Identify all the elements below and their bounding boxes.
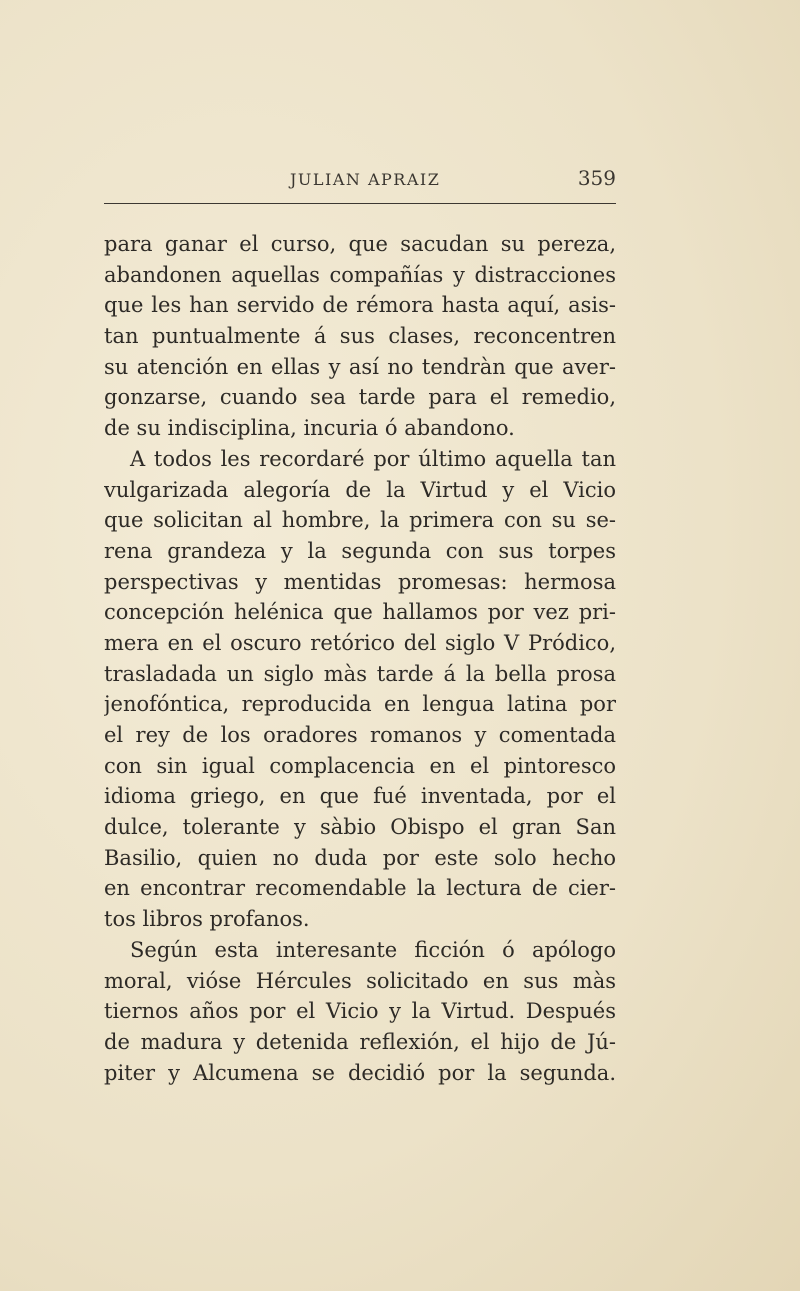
text-line: abandonen aquellas compañías y distracciones [104, 262, 616, 287]
page-number: 359 [577, 166, 616, 190]
text-line: Según esta interesante ficción ó apólogo [130, 937, 616, 962]
text-line: mera en el oscuro retórico del siglo V Pródico, [104, 630, 616, 655]
text-line: rena grandeza y la segunda con sus torpes [104, 538, 616, 563]
text-line: que solicitan al hombre, la primera con su se- [104, 508, 616, 533]
text-line: perspectivas y mentidas promesas: hermosa [104, 569, 616, 594]
text-line: moral, vióse Hércules solicitado en sus màs [104, 968, 616, 993]
text-line: tan puntualmente á sus clases, reconcentren [104, 324, 616, 349]
text-line: tos libros profanos. [104, 907, 310, 932]
page-header [104, 166, 616, 200]
text-line: que les han servido de rémora hasta aquí, asis- [104, 293, 616, 318]
text-line: Basilio, quien no duda por este solo hecho [104, 845, 616, 870]
text-line: tiernos años por el Vicio y la Virtud. Después [104, 999, 616, 1024]
text-line: con sin igual complacencia en el pintoresco [104, 753, 616, 778]
running-head: JULIAN APRAIZ [290, 170, 441, 189]
text-line: en encontrar recomendable la lectura de cier- [104, 876, 616, 901]
text-line: gonzarse, cuando sea tarde para el remedio, [104, 385, 616, 410]
text-line: concepción helénica que hallamos por vez pri- [104, 600, 616, 625]
body-text [104, 229, 616, 1088]
text-line: dulce, tolerante y sàbio Obispo el gran San [104, 815, 616, 840]
text-line: trasladada un siglo màs tarde á la bella prosa [104, 661, 616, 686]
text-line: de su indisciplina, incuria ó abandono. [104, 416, 515, 441]
text-line: su atención en ellas y así no tendràn que aver- [104, 354, 616, 379]
text-line: el rey de los oradores romanos y comentada [104, 723, 616, 747]
text-line: idioma griego, en que fué inventada, por el [104, 784, 616, 809]
text-line: piter y Alcumena se decidió por la segunda. [104, 1060, 616, 1085]
text-line: A todos les recordaré por último aquella tan [130, 446, 616, 471]
text-line: para ganar el curso, que sacudan su pereza, [104, 232, 616, 256]
text-line: de madura y detenida reflexión, el hijo de Jú- [104, 1029, 616, 1054]
header-rule [104, 203, 616, 204]
text-line: jenofóntica, reproducida en lengua latina por [104, 692, 616, 717]
text-line: vulgarizada alegoría de la Virtud y el Vicio [104, 477, 616, 502]
